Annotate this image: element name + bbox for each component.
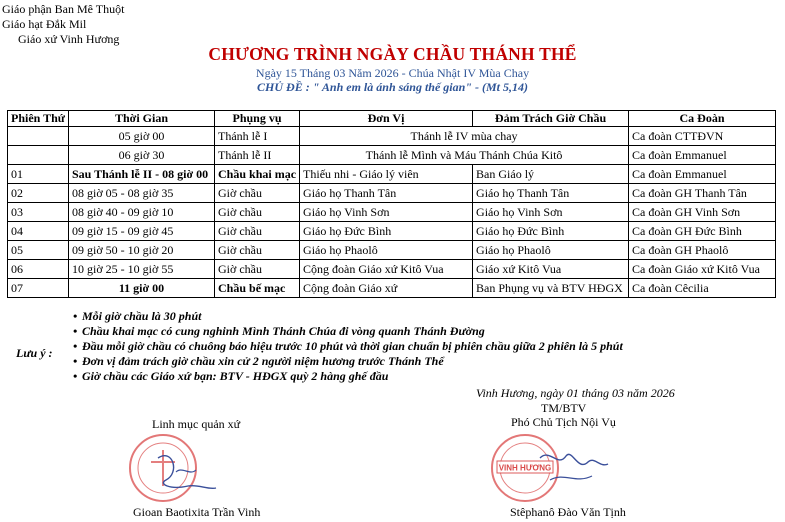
cell-time: Sau Thánh lễ II - 08 giờ 00 [69, 165, 215, 184]
table-row [8, 203, 776, 222]
cell-liturgy: Giờ chầu [215, 184, 300, 203]
cell-session: 06 [8, 260, 69, 279]
table-row [8, 165, 776, 184]
cell-lead: Giáo họ Thanh Tân [473, 184, 629, 203]
header-block [2, 2, 124, 47]
cell-unit: Cộng đoàn Giáo xứ Kitô Vua [300, 260, 473, 279]
cell-time: 11 giờ 00 [69, 279, 215, 298]
left-signer-name: Gioan Baotixita Trần Vinh [133, 505, 261, 519]
cell-liturgy: Giờ chầu [215, 241, 300, 260]
cell-lead: Giáo họ Vinh Sơn [473, 203, 629, 222]
cell-time: 08 giờ 05 - 08 giờ 35 [69, 184, 215, 203]
cell-session: 02 [8, 184, 69, 203]
diocese-label: Giáo phận Ban Mê Thuột [2, 2, 125, 16]
cell-time: 08 giờ 40 - 09 giờ 10 [69, 203, 215, 222]
cell-lead: Giáo họ Phaolô [473, 241, 629, 260]
cell-session [8, 146, 69, 165]
cell-choir: Ca đoàn GH Đức Bình [629, 222, 776, 241]
table-row [8, 260, 776, 279]
table-row [8, 146, 776, 165]
cell-lead: Giáo xứ Kitô Vua [473, 260, 629, 279]
cell-liturgy: Giờ chầu [215, 203, 300, 222]
cell-choir: Ca đoàn GH Vinh Sơn [629, 203, 776, 222]
header-liturgy: Phụng vụ [215, 111, 300, 127]
cell-session: 03 [8, 203, 69, 222]
cell-lead: Giáo họ Đức Bình [473, 222, 629, 241]
cell-lead: Ban Phụng vụ và BTV HĐGX [473, 279, 629, 298]
left-seal-image [118, 428, 228, 510]
header-session: Phiên Thứ [8, 111, 69, 127]
cell-session: 07 [8, 279, 69, 298]
cell-time: 09 giờ 15 - 09 giờ 45 [69, 222, 215, 241]
right-signer-name: Stêphanô Đào Văn Tịnh [510, 505, 626, 519]
table-header-row [8, 111, 776, 127]
header-lead: Đảm Trách Giờ Chầu [473, 111, 629, 127]
svg-text:VINH HƯƠNG: VINH HƯƠNG [498, 463, 552, 473]
cell-choir: Ca đoàn Cêcilia [629, 279, 776, 298]
cell-choir: Ca đoàn CTTĐVN [629, 127, 776, 146]
deanery-label: Giáo hạt Đắk Mil [2, 17, 87, 31]
table-row [8, 184, 776, 203]
cell-liturgy: Chầu khai mạc [215, 165, 300, 184]
header-unit: Đơn Vị [300, 111, 473, 127]
notes-label: Lưu ý : [16, 346, 53, 360]
right-org: TM/BTV [541, 401, 587, 415]
cell-time: 05 giờ 00 [69, 127, 215, 146]
header-time: Thời Gian [69, 111, 215, 127]
page-title: CHƯƠNG TRÌNH NGÀY CHẦU THÁNH THỂ [208, 44, 577, 64]
cell-liturgy: Thánh lễ II [215, 146, 300, 165]
schedule-table [7, 110, 776, 298]
date-line: Ngày 15 Tháng 03 Năm 2026 - Chúa Nhật IV Mùa Chay [255, 66, 530, 80]
cell-time: 10 giờ 25 - 10 giờ 55 [69, 260, 215, 279]
cell-liturgy: Giờ chầu [215, 222, 300, 241]
cell-lead: Ban Giáo lý [473, 165, 629, 184]
note-item: • Giờ chầu các Giáo xứ bạn: BTV - HĐGX quỳ 2 hàng ghế đầu [73, 369, 389, 383]
cell-liturgy: Giờ chầu [215, 260, 300, 279]
table-row [8, 222, 776, 241]
cell-session: 04 [8, 222, 69, 241]
cell-mass-name: Thánh lễ Mình và Máu Thánh Chúa Kitô [300, 146, 629, 165]
cell-unit: Cộng đoàn Giáo xứ [300, 279, 473, 298]
cell-choir: Ca đoàn Emmanuel [629, 165, 776, 184]
header-choir: Ca Đoàn [629, 111, 776, 127]
right-role: Phó Chủ Tịch Nội Vụ [511, 415, 616, 429]
cell-session: 05 [8, 241, 69, 260]
place-date: Vinh Hương, ngày 01 tháng 03 năm 2026 [476, 386, 675, 400]
cell-session: 01 [8, 165, 69, 184]
table-row [8, 279, 776, 298]
note-item: • Chầu khai mạc có cung nghinh Mình Thánh Chúa đi vòng quanh Thánh Đường [73, 324, 485, 338]
note-item: • Đơn vị đảm trách giờ chầu xin cử 2 người niệm hương trước Thánh Thể [73, 354, 444, 368]
note-item: • Mỗi giờ chầu là 30 phút [73, 309, 202, 323]
cell-unit: Giáo họ Thanh Tân [300, 184, 473, 203]
notes-list [73, 309, 623, 384]
cell-mass-name: Thánh lễ IV mùa chay [300, 127, 629, 146]
cell-liturgy: Thánh lễ I [215, 127, 300, 146]
table-row [8, 127, 776, 146]
cell-choir: Ca đoàn Giáo xứ Kitô Vua [629, 260, 776, 279]
note-item: • Đầu mỗi giờ chầu có chuông báo hiệu trước 10 phút và thời gian chuẩn bị phiên chầu giữa 2 phiên là 5 phút [73, 339, 623, 353]
cell-choir: Ca đoàn GH Phaolô [629, 241, 776, 260]
right-seal-image [480, 428, 620, 510]
cell-choir: Ca đoàn Emmanuel [629, 146, 776, 165]
cell-liturgy: Chầu bế mạc [215, 279, 300, 298]
cell-session [8, 127, 69, 146]
left-role: Linh mục quản xứ [152, 417, 241, 431]
cell-unit: Thiếu nhi - Giáo lý viên [300, 165, 473, 184]
table-row [8, 241, 776, 260]
parish-label: Giáo xứ Vinh Hương [18, 32, 120, 46]
cell-unit: Giáo họ Đức Bình [300, 222, 473, 241]
cell-time: 06 giờ 30 [69, 146, 215, 165]
cell-unit: Giáo họ Phaolô [300, 241, 473, 260]
cell-time: 09 giờ 50 - 10 giờ 20 [69, 241, 215, 260]
cell-choir: Ca đoàn GH Thanh Tân [629, 184, 776, 203]
theme-line: CHỦ ĐỀ : " Anh em là ánh sáng thế gian" - (Mt 5,14) [257, 80, 528, 94]
cell-unit: Giáo họ Vinh Sơn [300, 203, 473, 222]
